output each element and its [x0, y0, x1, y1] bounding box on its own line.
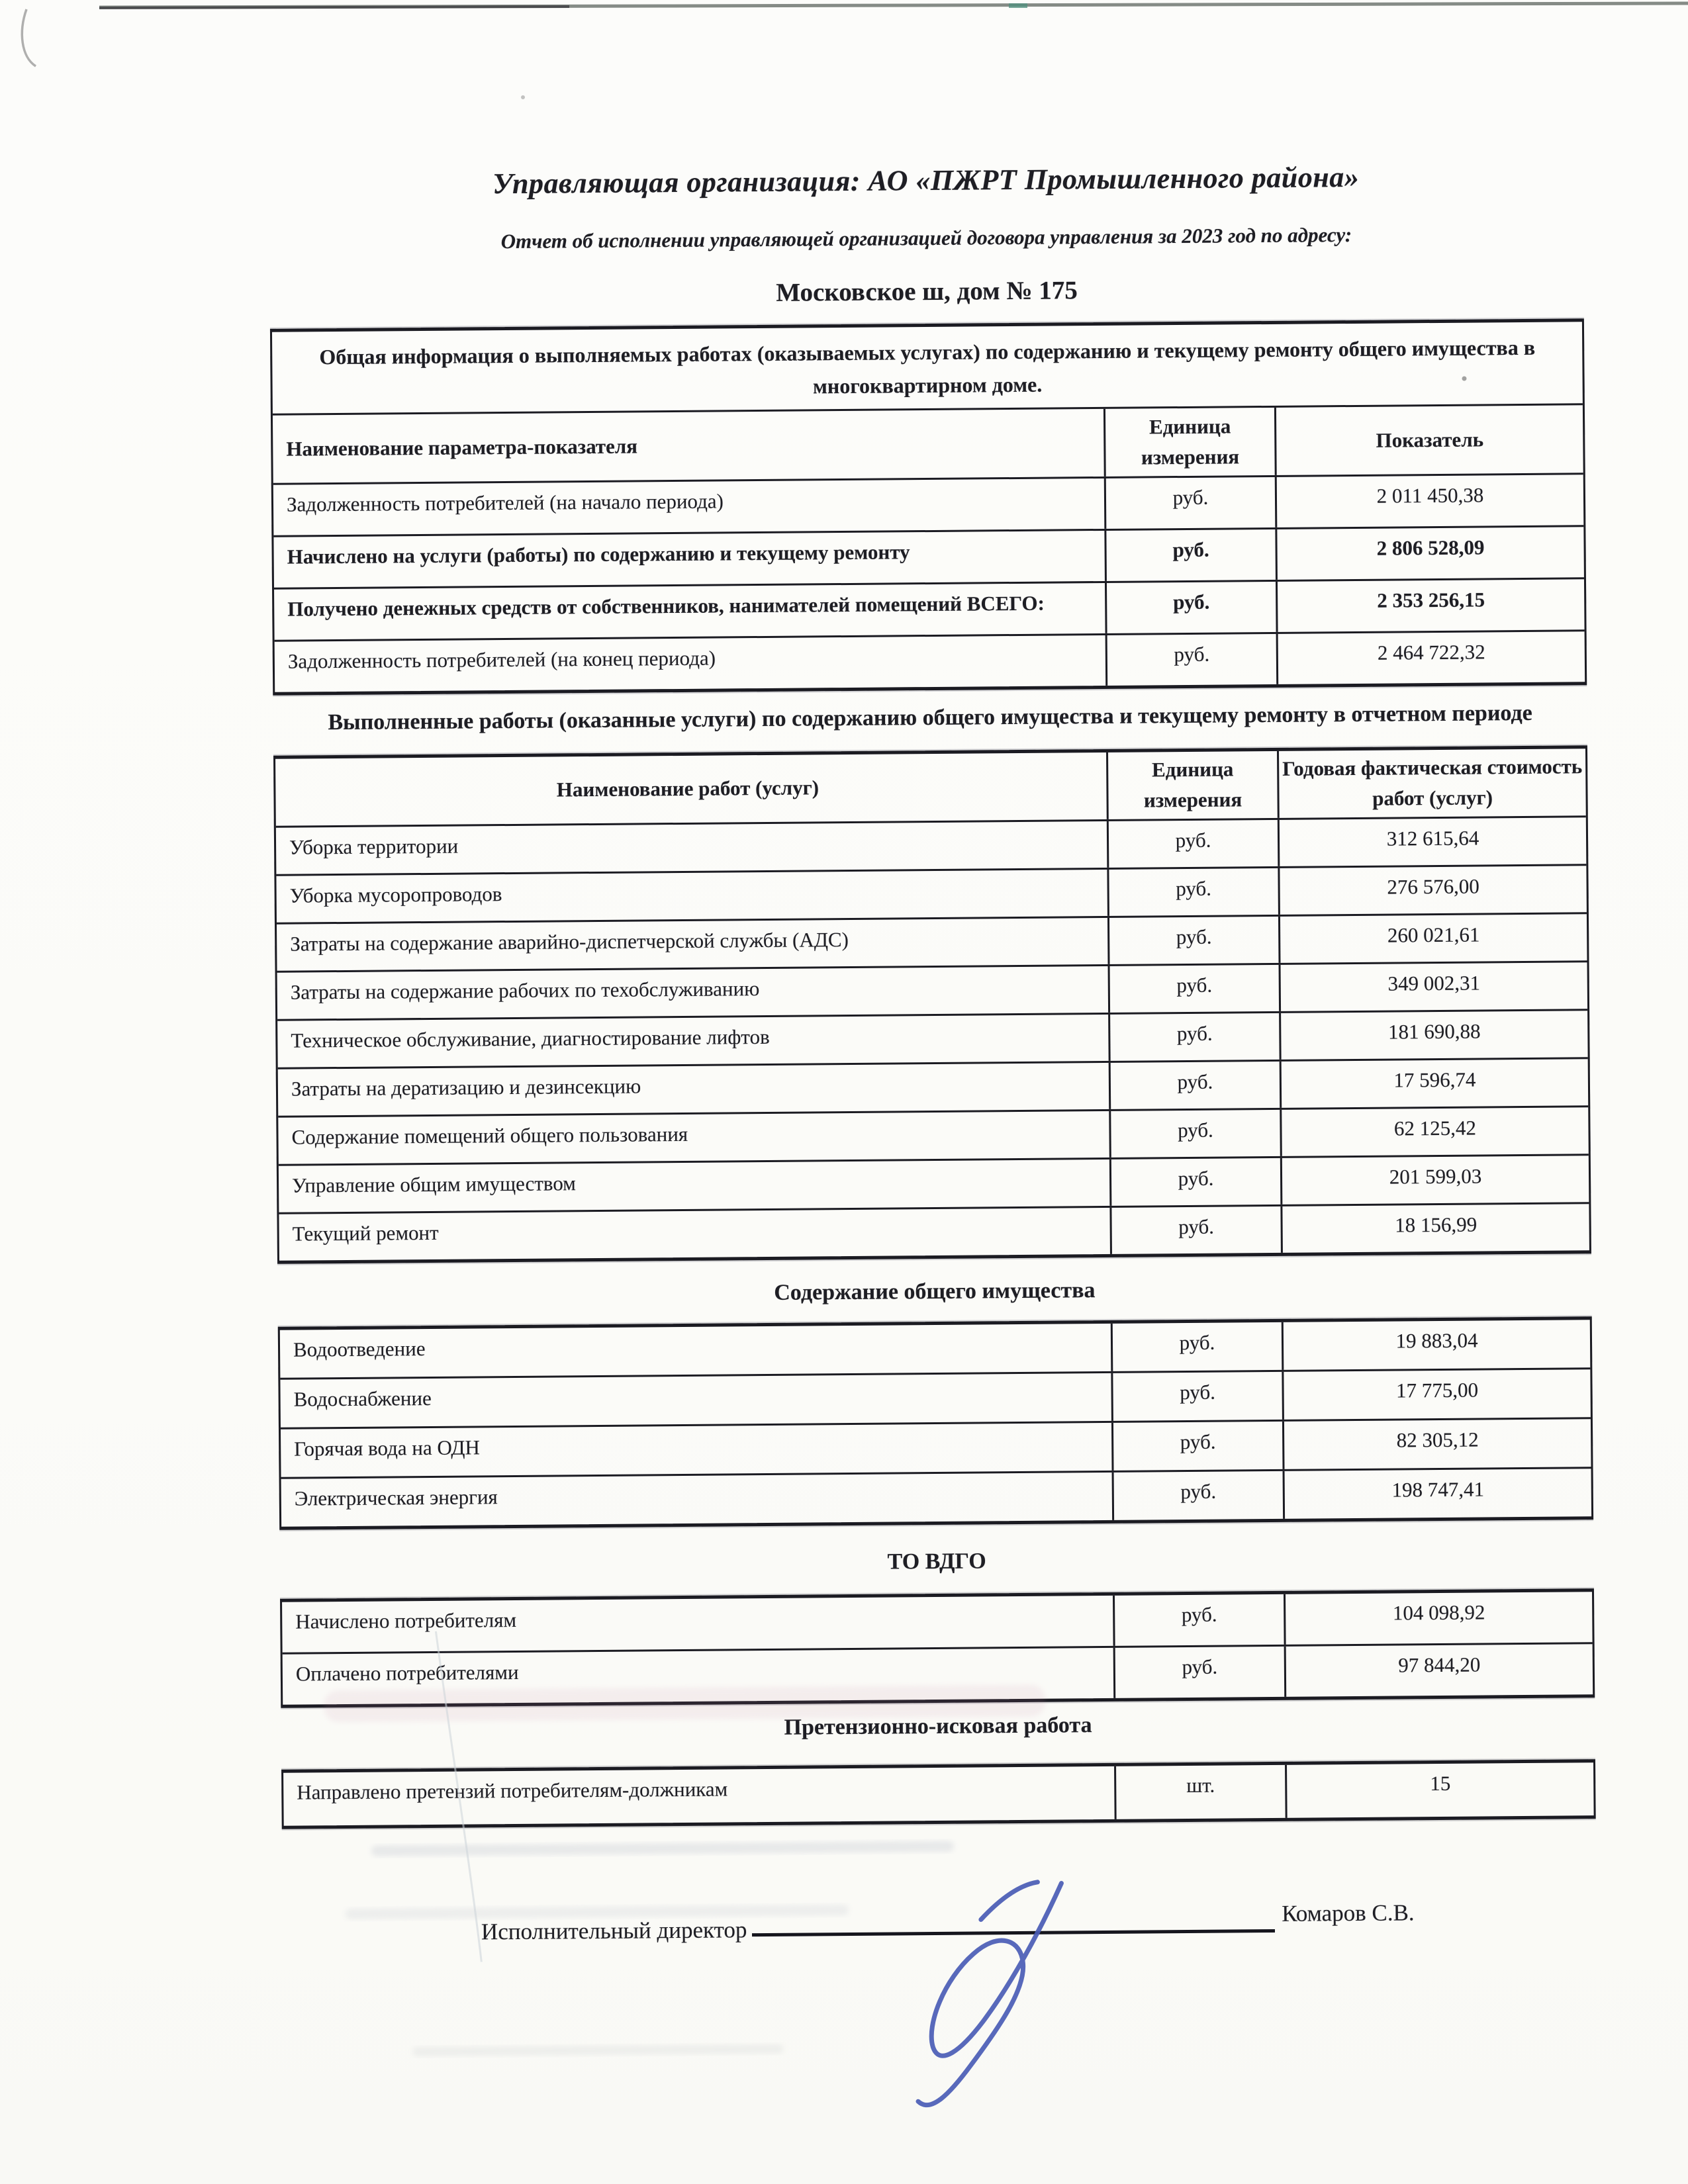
- row-value: 15: [1285, 1762, 1594, 1818]
- row-value: 312 615,64: [1278, 817, 1587, 866]
- column-header-value: Годовая фактическая стоимость работ (услуг): [1277, 749, 1586, 818]
- row-unit: руб.: [1105, 582, 1276, 633]
- column-header-unit: Единица измерения: [1103, 408, 1275, 477]
- row-label: Горячая вода на ОДН: [294, 1435, 480, 1461]
- signature-line: [752, 1903, 1275, 1936]
- claims-table: [281, 1759, 1596, 1829]
- row-label: Уборка мусоропроводов: [289, 882, 502, 907]
- row-value: 201 599,03: [1280, 1156, 1589, 1205]
- row-value: 97 844,20: [1284, 1644, 1593, 1697]
- section-heading-performed-works: Выполненные работы (оказанные услуги) по содержанию общего имущества и текущему ремонту в отчетном периоде: [328, 701, 1532, 735]
- address-line: Московское ш, дом № 175: [776, 276, 1078, 307]
- table-row: [281, 1467, 1592, 1527]
- header-row: [275, 749, 1586, 826]
- director-name: Комаров С.В.: [1282, 1899, 1415, 1927]
- table-row: [280, 1367, 1591, 1428]
- row-value: 62 125,42: [1280, 1107, 1589, 1156]
- table-row: [283, 1642, 1593, 1705]
- table-row: [274, 577, 1585, 640]
- row-label: Начислено потребителям: [295, 1608, 517, 1633]
- row-value: 181 690,88: [1279, 1011, 1588, 1060]
- column-header-name: Наименование параметра-показателя: [286, 434, 638, 461]
- row-label: Водоотведение: [293, 1336, 426, 1361]
- row-unit: руб.: [1107, 820, 1278, 868]
- table-caption-row: [272, 322, 1583, 414]
- signature-block: [283, 1898, 1597, 1947]
- common-property-table: [278, 1316, 1593, 1530]
- table-row: [278, 1057, 1589, 1116]
- table-row: [283, 1762, 1594, 1826]
- row-value: 2 353 256,15: [1276, 579, 1585, 632]
- table-row: [279, 1154, 1589, 1212]
- row-unit: руб.: [1107, 868, 1278, 916]
- row-unit: руб.: [1104, 477, 1276, 529]
- table-row: [276, 864, 1587, 923]
- header-row: [273, 403, 1583, 483]
- table-row: [279, 1202, 1589, 1261]
- row-value: 17 596,74: [1280, 1059, 1589, 1108]
- column-header-value: Показатель: [1274, 405, 1583, 475]
- row-label: Направлено претензий потребителям-должникам: [297, 1777, 728, 1804]
- row-value: 276 576,00: [1278, 866, 1587, 915]
- row-label: Электрическая энергия: [294, 1484, 498, 1510]
- row-label: Водоснабжение: [293, 1386, 432, 1411]
- row-unit: шт.: [1114, 1765, 1286, 1819]
- column-header-name: Наименование работ (услуг): [556, 776, 820, 801]
- row-value: 17 775,00: [1282, 1369, 1591, 1420]
- vdgo-table: [280, 1588, 1595, 1708]
- row-unit: руб.: [1109, 1110, 1280, 1158]
- column-header-unit: Единица измерения: [1106, 751, 1278, 819]
- table-row: [277, 960, 1588, 1019]
- row-label: Управление общим имуществом: [291, 1171, 576, 1197]
- row-value: 2 464 722,32: [1276, 631, 1585, 684]
- row-unit: руб.: [1105, 634, 1277, 686]
- table-row: [273, 525, 1584, 588]
- row-label: Оплачено потребителями: [295, 1661, 519, 1686]
- row-unit: руб.: [1107, 917, 1279, 964]
- row-value: 349 002,31: [1279, 962, 1588, 1011]
- row-unit: руб.: [1111, 1421, 1283, 1470]
- table-row: [281, 1417, 1591, 1477]
- row-label: Техническое обслуживание, диагностирование лифтов: [291, 1024, 770, 1052]
- row-label: Задолженность потребителей (на конец периода): [287, 646, 716, 673]
- table-row: [282, 1592, 1593, 1653]
- table-row: [277, 1009, 1588, 1068]
- row-label: Затраты на содержание аварийно-диспетчерской службы (АДС): [290, 927, 849, 956]
- table-caption: Общая информация о выполняемых работах (оказываемых услугах) по содержанию и текущему ремонту общего имущества в многоквартирном доме.: [319, 335, 1536, 398]
- row-unit: руб.: [1108, 1013, 1280, 1061]
- row-value: 104 098,92: [1284, 1592, 1593, 1645]
- table-row: [275, 629, 1585, 692]
- general-info-table: [270, 318, 1587, 696]
- row-value: 198 747,41: [1283, 1469, 1592, 1519]
- row-label: Затраты на содержание рабочих по техобслуживанию: [290, 976, 760, 1004]
- page-title: Управляющая организация: АО «ПЖРТ Промышленного района»: [492, 160, 1360, 201]
- section-heading-vdgo: ТО ВДГО: [887, 1548, 986, 1574]
- row-label: Содержание помещений общего пользования: [291, 1122, 688, 1149]
- row-label: Затраты на дератизацию и дезинсекцию: [291, 1074, 641, 1101]
- row-value: 2 806 528,09: [1275, 527, 1584, 580]
- table-row: [278, 1105, 1589, 1164]
- row-value: 2 011 450,38: [1275, 475, 1584, 527]
- row-label: Текущий ремонт: [292, 1220, 439, 1246]
- bleedthrough-ghost: [412, 2044, 783, 2056]
- row-unit: руб.: [1113, 1647, 1285, 1698]
- row-unit: руб.: [1112, 1471, 1284, 1520]
- row-label: Получено денежных средств от собственников, нанимателей помещений ВСЕГО:: [287, 591, 1045, 621]
- row-unit: руб.: [1109, 1062, 1280, 1109]
- row-value: 18 156,99: [1280, 1204, 1589, 1253]
- page-subtitle: Отчет об исполнении управляющей организацией договора управления за 2023 год по адресу:: [500, 222, 1352, 253]
- section-heading-claims: Претензионно-исковая работа: [784, 1713, 1092, 1741]
- performed-works-table: [273, 745, 1591, 1264]
- row-unit: руб.: [1113, 1594, 1284, 1646]
- row-unit: руб.: [1104, 529, 1276, 581]
- table-row: [276, 815, 1587, 874]
- table-row: [273, 473, 1584, 535]
- row-unit: руб.: [1111, 1322, 1282, 1371]
- row-value: 82 305,12: [1282, 1419, 1591, 1469]
- row-value: 260 021,61: [1278, 914, 1587, 963]
- row-unit: руб.: [1111, 1371, 1282, 1420]
- row-label: Уборка территории: [289, 834, 459, 859]
- row-unit: руб.: [1109, 1206, 1281, 1254]
- row-unit: руб.: [1109, 1158, 1281, 1206]
- row-unit: руб.: [1108, 965, 1280, 1013]
- section-heading-common-property: Содержание общего имущества: [774, 1277, 1096, 1305]
- row-value: 19 883,04: [1282, 1320, 1591, 1370]
- row-label: Задолженность потребителей (на начало периода): [286, 489, 724, 516]
- table-row: [277, 912, 1587, 971]
- director-role-label: Исполнительный директор: [481, 1917, 747, 1945]
- row-label: Начислено на услуги (работы) по содержанию и текущему ремонту: [287, 540, 910, 569]
